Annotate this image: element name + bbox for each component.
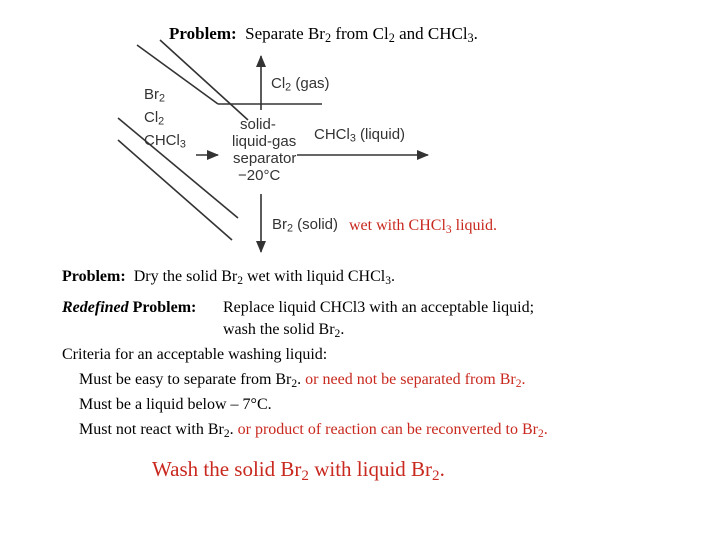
criteria-heading: Criteria for an acceptable washing liquid: xyxy=(62,346,328,363)
title-text: from Cl xyxy=(331,24,389,43)
answer-sub: 2 xyxy=(301,467,309,484)
answer-text: . xyxy=(439,457,445,481)
title-prefix: Problem: xyxy=(169,24,237,43)
solid-output-label xyxy=(272,216,338,233)
criterion-note-text: . xyxy=(521,371,526,388)
title-text: Separate Br xyxy=(245,24,325,43)
redefined-bold: Problem: xyxy=(128,299,197,316)
title-text: . xyxy=(473,24,478,43)
redefined-text: wash the solid Br xyxy=(223,321,335,338)
redefined-problem xyxy=(62,299,196,317)
redefined-italic: Redefined xyxy=(62,299,129,316)
output-label-rest: (liquid) xyxy=(355,126,406,143)
input-cl2-label xyxy=(144,109,164,126)
separator-line: solid- xyxy=(240,116,276,133)
redefined-sub: 2 xyxy=(334,327,341,340)
solid-note-text: liquid. xyxy=(451,217,497,234)
criterion-text: . xyxy=(229,421,234,438)
output-label-base: CHCl xyxy=(314,126,350,143)
redefined-text: . xyxy=(340,321,345,338)
criterion-text: Must be easy to separate from Br xyxy=(79,371,292,388)
criterion-note-sub: 2 xyxy=(537,427,544,440)
input-br2-label xyxy=(144,86,165,103)
problem-text: Dry the solid Br xyxy=(133,268,238,285)
output-label-rest: (gas) xyxy=(291,75,330,92)
problem-prefix: Problem: xyxy=(62,268,126,285)
problem-sub: 3 xyxy=(385,274,391,287)
answer-line xyxy=(152,457,445,482)
criterion-1-note xyxy=(305,371,525,388)
criterion-1 xyxy=(79,371,526,389)
redefined-line-2 xyxy=(223,321,344,339)
criterion-3 xyxy=(79,421,548,439)
answer-sub: 2 xyxy=(432,467,440,484)
title-sub: 3 xyxy=(467,31,474,46)
separator-line: separator xyxy=(233,150,297,167)
input-chcl3-label xyxy=(144,132,186,149)
criterion-text: . xyxy=(297,371,302,388)
criterion-note-text: . xyxy=(543,421,548,438)
problem-text: wet with liquid CHCl xyxy=(243,268,386,285)
criterion-3-note xyxy=(238,421,548,438)
problem-text: . xyxy=(391,268,395,285)
output-label-base: Br xyxy=(272,216,287,233)
output-label-rest: (solid) xyxy=(293,216,339,233)
criterion-note-sub: 2 xyxy=(515,377,522,390)
input-label-sub: 2 xyxy=(159,92,166,105)
criterion-sub: 2 xyxy=(223,427,230,440)
title-sub: 2 xyxy=(324,31,332,46)
solid-note xyxy=(349,217,497,235)
criterion-note-text: or product of reaction can be reconverted to Br xyxy=(237,421,538,438)
liquid-output-label xyxy=(314,126,405,143)
criterion-text: Must not react with Br xyxy=(79,421,224,438)
boundary-line xyxy=(160,40,248,120)
title-text: and CHCl xyxy=(394,24,468,43)
separator-line: liquid-gas xyxy=(232,133,297,150)
input-label-base: CHCl xyxy=(144,132,180,149)
output-label-sub: 2 xyxy=(285,81,292,94)
input-label-base: Cl xyxy=(144,109,159,126)
solid-note-text: wet with CHCl xyxy=(349,217,446,234)
redefined-line-1: Replace liquid CHCl3 with an acceptable liquid; xyxy=(223,299,535,316)
problem-dry xyxy=(62,268,395,286)
output-label-sub: 3 xyxy=(349,132,356,145)
separator-line: −20°C xyxy=(238,167,281,184)
input-label-sub: 2 xyxy=(158,115,165,128)
output-label-base: Cl xyxy=(271,75,286,92)
separator-label xyxy=(232,116,296,184)
input-label-sub: 3 xyxy=(179,138,186,151)
gas-output-label xyxy=(271,75,330,92)
answer-text: with liquid Br xyxy=(308,457,433,481)
input-label-base: Br xyxy=(144,86,159,103)
criterion-sub: 2 xyxy=(291,377,298,390)
answer-text: Wash the solid Br xyxy=(152,457,302,481)
output-label-sub: 2 xyxy=(287,222,294,235)
criterion-2: Must be a liquid below – 7°C. xyxy=(79,396,272,413)
criterion-note-text: or need not be separated from Br xyxy=(305,371,516,388)
title-sub: 2 xyxy=(388,31,395,46)
problem-sub: 2 xyxy=(237,274,243,287)
solid-note-sub: 3 xyxy=(445,223,452,236)
